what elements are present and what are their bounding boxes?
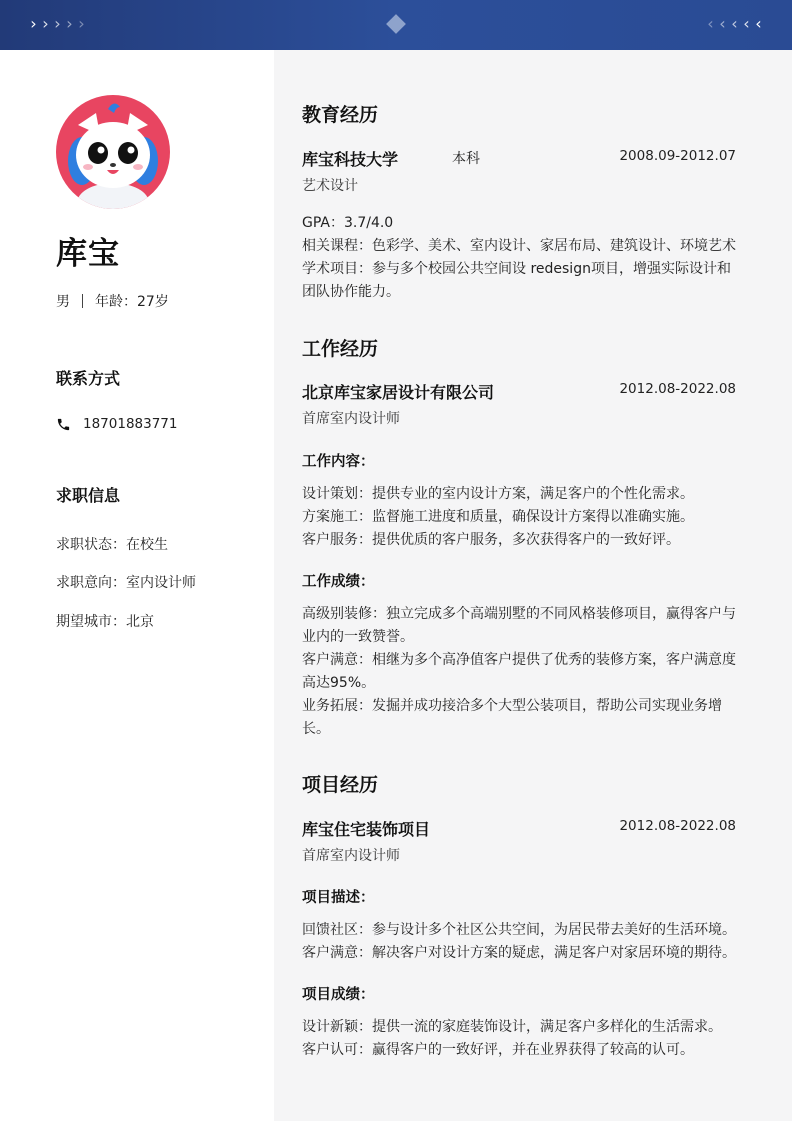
age: 年龄：27岁	[95, 294, 169, 310]
work-content-heading: 工作内容：	[302, 454, 375, 470]
education-details	[302, 212, 742, 304]
courses: 相关课程：色彩学、美术、室内设计、家居布局、建筑设计、环境艺术	[302, 238, 736, 254]
project-achieve-heading: 项目成绩：	[302, 987, 375, 1003]
job-heading: 求职信息	[56, 486, 121, 505]
gender: 男	[56, 294, 70, 310]
work-role: 首席室内设计师	[302, 411, 400, 427]
work-achieve-heading: 工作成绩：	[302, 574, 375, 590]
expected-city: 期望城市：北京	[56, 614, 154, 630]
project-description	[302, 919, 742, 965]
list-item: 设计新颖：提供一流的家庭装饰设计，满足客户多样化的生活需求。	[302, 1019, 722, 1035]
list-item: 客户满意：相继为多个高净值客户提供了优秀的装修方案，客户满意度高达95%。	[302, 652, 736, 691]
project-achievements	[302, 1016, 742, 1062]
chevron-left-decoration: ‹ ‹ ‹ ‹ ‹	[707, 14, 762, 33]
project-name: 库宝住宅装饰项目	[302, 820, 431, 839]
sidebar	[0, 50, 274, 1121]
project-heading: 项目经历	[302, 774, 379, 796]
divider	[82, 294, 83, 308]
academic-projects: 学术项目：参与多个校园公共空间设 redesign项目，增强实际设计和团队协作能力。	[302, 261, 731, 300]
education-date: 2008.09-2012.07	[619, 148, 736, 164]
list-item: 设计策划：提供专业的室内设计方案，满足客户的个性化需求。	[302, 486, 694, 502]
project-date: 2012.08-2022.08	[619, 818, 736, 834]
phone-number: 18701883771	[83, 416, 178, 432]
list-item: 客户服务：提供优质的客户服务，多次获得客户的一致好评。	[302, 532, 680, 548]
cat-mascot-icon	[56, 95, 170, 209]
contact-heading: 联系方式	[56, 369, 121, 388]
phone-row	[56, 416, 177, 432]
phone-icon	[56, 417, 71, 432]
list-item: 客户认可：赢得客户的一致好评，并在业界获得了较高的认可。	[302, 1042, 694, 1058]
list-item: 回馈社区：参与设计多个社区公共空间，为居民带去美好的生活环境。	[302, 922, 736, 938]
work-heading: 工作经历	[302, 338, 379, 360]
project-role: 首席室内设计师	[302, 848, 400, 864]
list-item: 高级别装修：独立完成多个高端别墅的不同风格装修项目，赢得客户与业内的一致赞誉。	[302, 606, 736, 645]
degree: 本科	[452, 151, 480, 167]
work-achievements	[302, 603, 742, 741]
project-desc-heading: 项目描述：	[302, 890, 375, 906]
gpa: GPA：3.7/4.0	[302, 215, 394, 231]
list-item: 客户满意：解决客户对设计方案的疑虑，满足客户对家居环境的期待。	[302, 945, 736, 961]
company-name: 北京库宝家居设计有限公司	[302, 383, 495, 402]
school-name: 库宝科技大学	[302, 150, 399, 169]
header-banner	[0, 0, 792, 50]
main-content	[274, 50, 792, 1121]
work-content	[302, 483, 742, 552]
job-intent: 求职意向：室内设计师	[56, 575, 196, 591]
candidate-name: 库宝	[56, 236, 120, 272]
chevron-right-decoration: › › › › ›	[30, 14, 85, 33]
avatar	[56, 95, 170, 209]
work-date: 2012.08-2022.08	[619, 381, 736, 397]
list-item: 业务拓展：发掘并成功接洽多个大型公装项目，帮助公司实现业务增长。	[302, 698, 722, 737]
basic-info	[56, 291, 169, 311]
diamond-icon	[386, 14, 406, 34]
major: 艺术设计	[302, 178, 358, 194]
job-status: 求职状态：在校生	[56, 537, 168, 553]
list-item: 方案施工：监督施工进度和质量，确保设计方案得以准确实施。	[302, 509, 694, 525]
education-heading: 教育经历	[302, 104, 379, 126]
